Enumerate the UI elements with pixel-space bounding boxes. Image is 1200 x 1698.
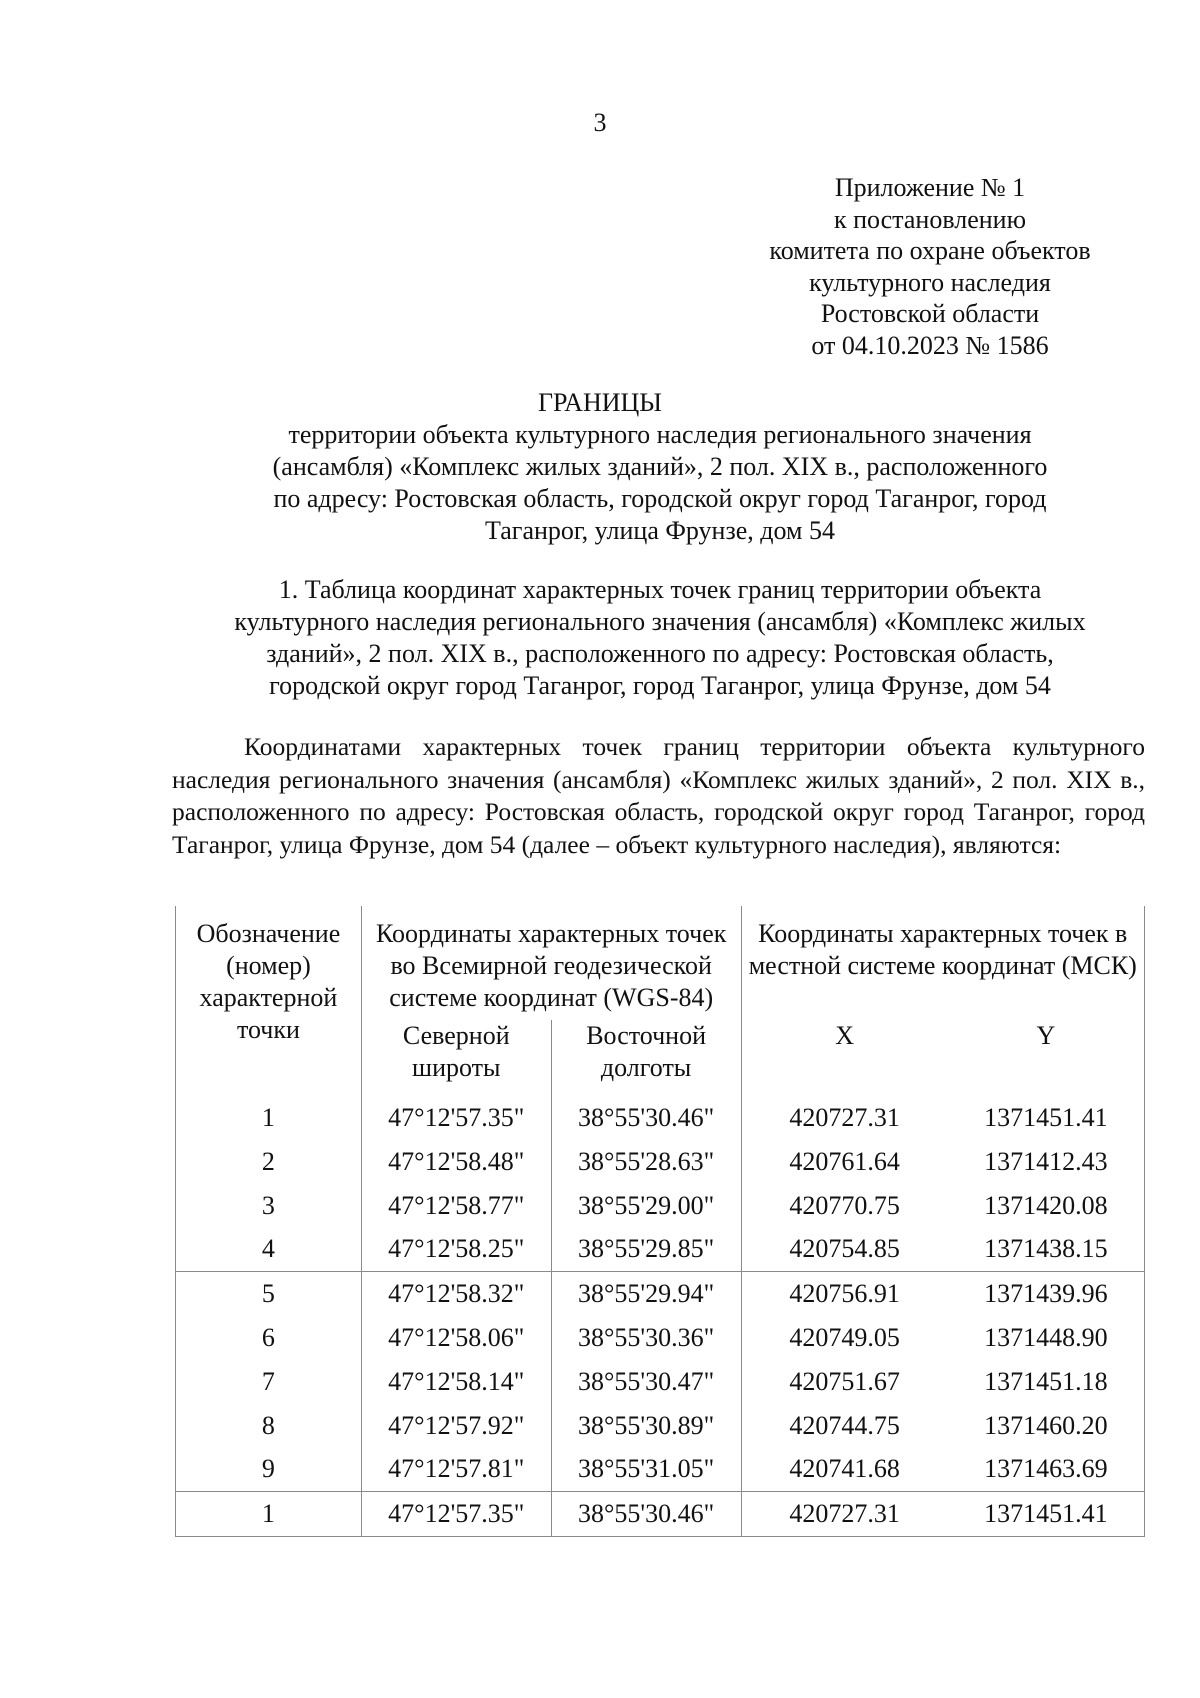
table-row bbox=[176, 1360, 1145, 1404]
appendix-line: Ростовской области bbox=[820, 299, 1040, 329]
cell-y: 1371420.08 bbox=[948, 1184, 1145, 1228]
cell-lon: 38°55'29.00" bbox=[551, 1184, 741, 1228]
table-row bbox=[176, 1227, 1145, 1271]
table-row bbox=[176, 1316, 1145, 1360]
page-number: 3 bbox=[593, 108, 607, 137]
cell-y: 1371451.41 bbox=[948, 1492, 1145, 1537]
subtitle-line: Таганрог, улица Фрунзе, дом 54 bbox=[485, 516, 835, 545]
heading-line: городской округ город Таганрог, город Таганрог, улица Фрунзе, дом 54 bbox=[269, 671, 1051, 700]
cell-x: 420727.31 bbox=[741, 1492, 948, 1537]
heading-line: культурного наследия регионального значения (ансамбля) «Комплекс жилых bbox=[234, 607, 1086, 636]
cell-point: 2 bbox=[176, 1140, 362, 1184]
cell-y: 1371451.41 bbox=[948, 1096, 1145, 1140]
cell-y: 1371439.96 bbox=[948, 1272, 1145, 1316]
cell-y: 1371448.90 bbox=[948, 1316, 1145, 1360]
cell-point: 5 bbox=[176, 1272, 362, 1316]
cell-lat: 47°12'57.92" bbox=[361, 1404, 551, 1448]
appendix-line: культурного наследия bbox=[809, 267, 1051, 297]
cell-lon: 38°55'29.94" bbox=[551, 1272, 741, 1316]
cell-lat: 47°12'58.32" bbox=[361, 1272, 551, 1316]
table-row bbox=[176, 1272, 1145, 1316]
cell-y: 1371412.43 bbox=[948, 1140, 1145, 1184]
cell-x: 420761.64 bbox=[789, 1146, 900, 1176]
cell-point: 8 bbox=[176, 1404, 362, 1448]
cell-x: 420727.31 bbox=[789, 1103, 900, 1132]
header-point: Обозначение (номер) характерной точки bbox=[176, 906, 362, 1096]
cell-lon: 38°55'29.85" bbox=[551, 1227, 741, 1271]
cell-lat: 47°12'58.25" bbox=[361, 1227, 551, 1271]
heading-line: 1. Таблица координат характерных точек границ территории объекта bbox=[278, 575, 1042, 604]
cell-lon: 38°55'30.36" bbox=[551, 1316, 741, 1360]
header-x: X bbox=[835, 1021, 854, 1050]
coordinates-table bbox=[175, 906, 1145, 1537]
cell-y: 1371460.20 bbox=[948, 1404, 1145, 1448]
table-row bbox=[176, 1096, 1145, 1140]
cell-point: 7 bbox=[176, 1360, 362, 1404]
header-wgs: Координаты характерных точек во Всемирной геодезической системе координат (WGS-84) bbox=[361, 906, 741, 1020]
cell-lat: 47°12'58.77" bbox=[361, 1184, 551, 1228]
subtitle-line: (ансамбля) «Комплекс жилых зданий», 2 пол. XIX в., расположенного bbox=[272, 452, 1048, 481]
cell-lat: 47°12'57.35" bbox=[361, 1096, 551, 1140]
cell-x: 420744.75 bbox=[789, 1410, 900, 1440]
appendix-line: комитета по охране объектов bbox=[769, 236, 1091, 266]
cell-point: 1 bbox=[176, 1492, 362, 1537]
table-row bbox=[176, 1492, 1145, 1537]
cell-lon: 38°55'31.05" bbox=[551, 1447, 741, 1491]
table-header-row bbox=[176, 906, 1145, 1020]
document-subtitle bbox=[170, 419, 1150, 547]
subtitle-line: по адресу: Ростовская область, городской округ город Таганрог, город bbox=[273, 484, 1047, 513]
cell-lat: 47°12'58.48" bbox=[361, 1140, 551, 1184]
cell-y: 1371451.18 bbox=[948, 1360, 1145, 1404]
appendix-line: Приложение № 1 bbox=[834, 173, 1026, 202]
section-heading bbox=[170, 574, 1150, 702]
table-row bbox=[176, 1404, 1145, 1448]
cell-y: 1371438.15 bbox=[948, 1227, 1145, 1271]
cell-lon: 38°55'28.63" bbox=[551, 1140, 741, 1184]
cell-point: 9 bbox=[176, 1447, 362, 1491]
cell-lon: 38°55'30.47" bbox=[551, 1360, 741, 1404]
table-row bbox=[176, 1447, 1145, 1491]
cell-x: 420770.75 bbox=[789, 1190, 900, 1220]
appendix-line: от 04.10.2023 № 1586 bbox=[811, 330, 1049, 360]
table-row bbox=[176, 1140, 1145, 1184]
cell-x: 420749.05 bbox=[789, 1322, 900, 1352]
cell-point: 3 bbox=[176, 1184, 362, 1228]
header-east: Восточной долготы bbox=[551, 1020, 741, 1096]
cell-lon: 38°55'30.46" bbox=[551, 1492, 741, 1537]
appendix-block bbox=[720, 172, 1140, 362]
appendix-line: к постановлению bbox=[833, 204, 1027, 234]
header-msk: Координаты характерных точек в местной системе координат (МСК) bbox=[741, 906, 1144, 1020]
cell-lat: 47°12'58.06" bbox=[361, 1316, 551, 1360]
cell-x: 420754.85 bbox=[789, 1234, 900, 1264]
table-row bbox=[176, 1184, 1145, 1228]
cell-point: 6 bbox=[176, 1316, 362, 1360]
cell-x: 420741.68 bbox=[789, 1454, 900, 1484]
cell-lon: 38°55'30.46" bbox=[551, 1096, 741, 1140]
document-title: ГРАНИЦЫ bbox=[538, 388, 662, 417]
cell-lat: 47°12'57.81" bbox=[361, 1447, 551, 1491]
cell-point: 4 bbox=[176, 1227, 362, 1271]
subtitle-line: территории объекта культурного наследия регионального значения bbox=[288, 420, 1032, 449]
cell-lat: 47°12'58.14" bbox=[361, 1360, 551, 1404]
header-y: Y bbox=[948, 1020, 1145, 1096]
cell-point: 1 bbox=[176, 1096, 362, 1140]
cell-x: 420756.91 bbox=[741, 1272, 948, 1316]
cell-y: 1371463.69 bbox=[948, 1447, 1145, 1491]
cell-x: 420751.67 bbox=[789, 1366, 900, 1396]
heading-line: зданий», 2 пол. XIX в., расположенного по адресу: Ростовская область, bbox=[266, 639, 1054, 668]
header-north: Северной широты bbox=[361, 1020, 551, 1096]
intro-paragraph: Координатами характерных точек границ территории объекта культурного наследия регионального значения (ансамбля) «Комплекс жилых зданий», 2 пол. XIX в., расположенного по адресу: Ростовская область, городской округ город Таганрог, город Таганрог, улица Фрунзе, дом 54 (далее – объект культурного наследия), являются: bbox=[172, 732, 1145, 859]
cell-lat: 47°12'57.35" bbox=[361, 1492, 551, 1537]
cell-lon: 38°55'30.89" bbox=[551, 1404, 741, 1448]
